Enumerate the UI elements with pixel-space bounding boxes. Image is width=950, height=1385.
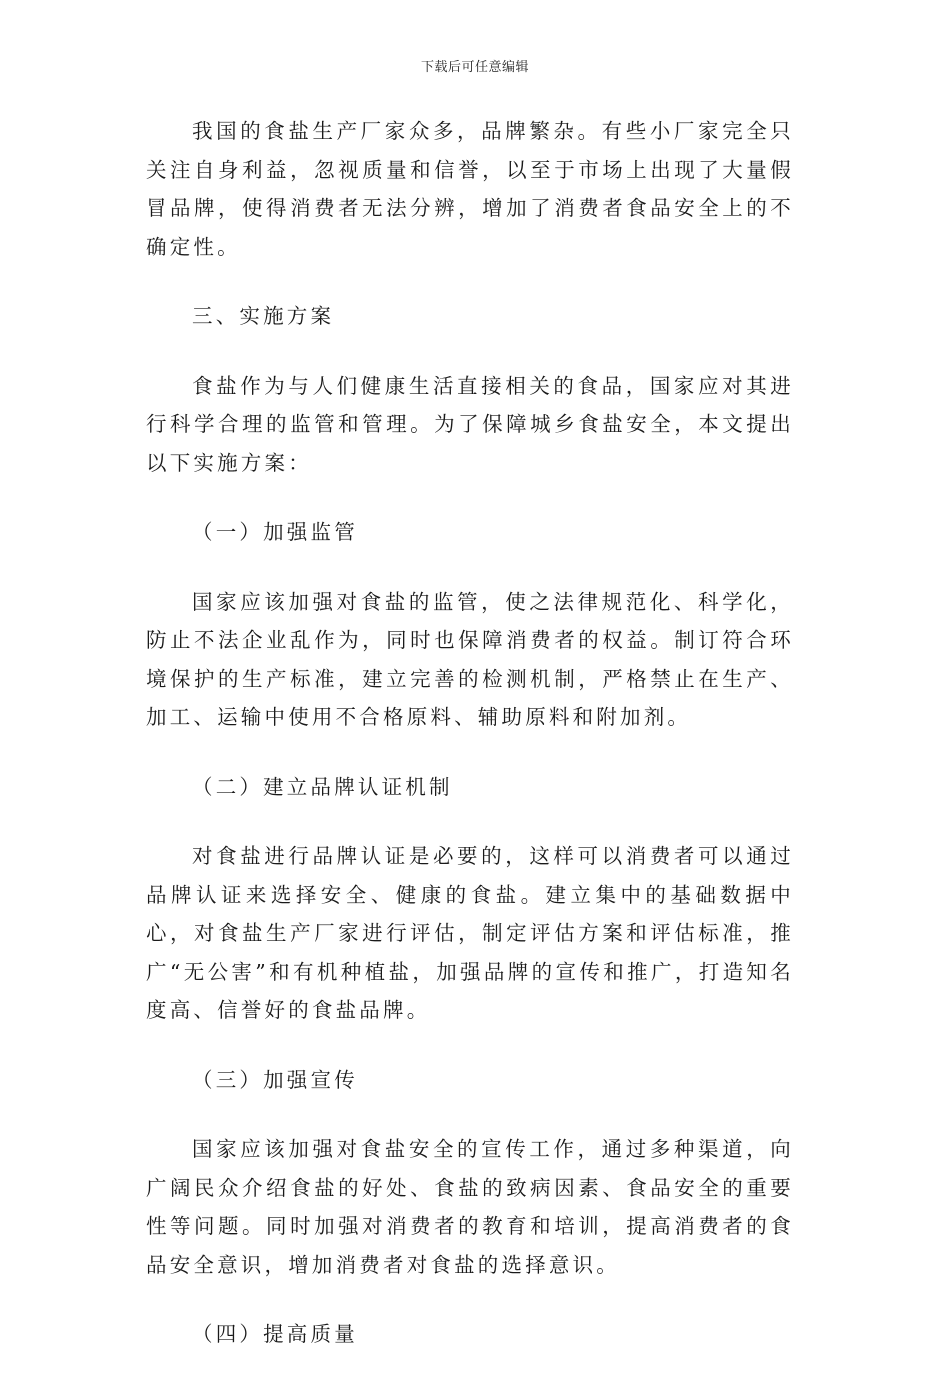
paragraph-brand-confusion: 我国的食盐生产厂家众多，品牌繁杂。有些小厂家完全只关注自身利益，忽视质量和信誉，以至于市场上出现了大量假冒品牌，使得消费者无法分辨，增加了消费者食品安全上的不确定性。	[146, 119, 794, 259]
subheading-brand-certification: （二）建立品牌认证机制	[192, 774, 453, 799]
subheading-strengthen-supervision: （一）加强监管	[192, 520, 358, 544]
document-body	[146, 112, 794, 1385]
paragraph-publicity: 国家应该加强对食盐安全的宣传工作，通过多种渠道，向广阔民众介绍食盐的好处、食盐的致病因素、食品安全的重要性等问题。同时加强对消费者的教育和培训，提高消费者的食品安全意识，增加消费者对食盐的选择意识。	[146, 1137, 794, 1277]
paragraph-supervision: 国家应该加强对食盐的监管，使之法律规范化、科学化，防止不法企业乱作为，同时也保障消费者的权益。制订符合环境保护的生产标准，建立完善的检测机制，严格禁止在生产、加工、运输中使用不合格原料、辅助原料和附加剂。	[146, 589, 794, 729]
paragraph-brand-certification: 对食盐进行品牌认证是必要的，这样可以消费者可以通过品牌认证来选择安全、健康的食盐。建立集中的基础数据中心，对食盐生产厂家进行评估，制定评估方案和评估标准，推广“无公害”和有机种植盐，加强品牌的宣传和推广，打造知名度高、信誉好的食盐品牌。	[146, 844, 794, 1022]
subheading-improve-quality: （四）提高质量	[192, 1322, 358, 1346]
subheading-publicity: （三）加强宣传	[192, 1067, 358, 1092]
section-heading-implementation: 三、实施方案	[192, 304, 335, 328]
paragraph-implementation-intro: 食盐作为与人们健康生活直接相关的食品，国家应对其进行科学合理的监管和管理。为了保障城乡食盐安全，本文提出以下实施方案：	[146, 373, 794, 475]
page-header: 下载后可任意编辑	[420, 60, 529, 75]
